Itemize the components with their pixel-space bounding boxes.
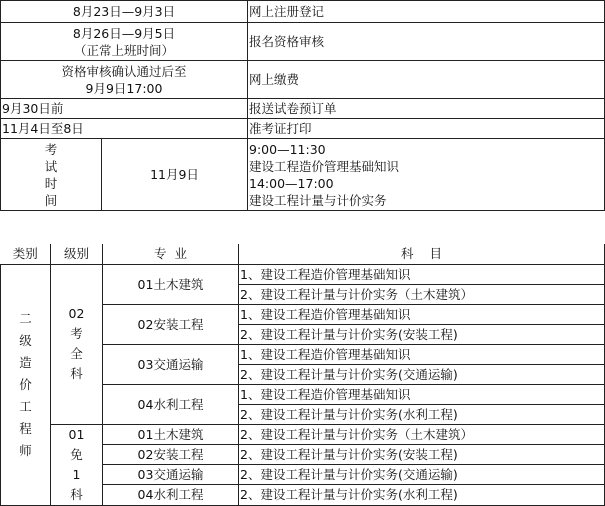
major-cell: 03交通运输: [103, 465, 239, 485]
header-level: 级别: [51, 244, 103, 264]
schedule-task: 报送试卷预订单: [248, 99, 605, 119]
subject-cell: 2、建设工程计量与计价实务(交通运输): [239, 465, 605, 485]
header-row: [1, 244, 605, 264]
major-cell: 04水利工程: [103, 485, 239, 505]
subject-cell: 2、建设工程计量与计价实务（土木建筑）: [239, 424, 605, 444]
major-cell: 02安装工程: [103, 444, 239, 464]
schedule-row: [1, 119, 605, 139]
level-cell: 01 免 1 科: [51, 424, 103, 505]
subject-cell: 2、建设工程计量与计价实务(水利工程): [239, 404, 605, 424]
schedule-date: 9月30日前: [1, 99, 248, 119]
major-cell: 01土木建筑: [103, 424, 239, 444]
subject-cell: 2、建设工程计量与计价实务(安装工程): [239, 444, 605, 464]
major-cell: 03交通运输: [103, 344, 239, 384]
schedule-date: 8月23日—9月3日: [1, 1, 248, 23]
major-cell: 04水利工程: [103, 384, 239, 424]
category-cell: 二 级 造 价 工 程 师: [1, 264, 51, 505]
registration-schedule-table: [0, 0, 605, 211]
schedule-date: 8月26日—9月5日 （正常上班时间）: [1, 23, 248, 61]
header-major: 专 业: [103, 244, 239, 264]
schedule-date: 资格审核确认通过后至 9月9日17:00: [1, 61, 248, 99]
table-row: [1, 424, 605, 444]
exam-time-row: [1, 139, 605, 211]
schedule-task: 网上注册登记: [248, 1, 605, 23]
subject-cell: 2、建设工程计量与计价实务(交通运输): [239, 364, 605, 384]
major-cell: 02安装工程: [103, 304, 239, 344]
subject-cell: 1、建设工程造价管理基础知识: [239, 304, 605, 324]
table-row: [1, 264, 605, 284]
exam-time-label: 考 试 时 间: [1, 139, 102, 211]
exam-schedule: 9:00—11:30 建设工程造价管理基础知识 14:00—17:00 建设工程计量与计价实务: [248, 139, 605, 211]
exam-subjects-table: [0, 244, 605, 506]
subject-cell: 2、建设工程计量与计价实务（土木建筑）: [239, 284, 605, 304]
subject-cell: 2、建设工程计量与计价实务(水利工程): [239, 485, 605, 505]
level-cell: 02 考 全 科: [51, 264, 103, 424]
schedule-row: [1, 23, 605, 61]
schedule-row: [1, 61, 605, 99]
subject-cell: 2、建设工程计量与计价实务(安装工程): [239, 324, 605, 344]
schedule-task: 报名资格审核: [248, 23, 605, 61]
schedule-date: 11月4日至8日: [1, 119, 248, 139]
subject-cell: 1、建设工程造价管理基础知识: [239, 344, 605, 364]
header-subject: 科 目: [239, 244, 605, 264]
schedule-row: [1, 1, 605, 23]
subject-cell: 1、建设工程造价管理基础知识: [239, 384, 605, 404]
schedule-task: 准考证打印: [248, 119, 605, 139]
exam-date: 11月9日: [102, 139, 248, 211]
major-cell: 01土木建筑: [103, 264, 239, 304]
subject-cell: 1、建设工程造价管理基础知识: [239, 264, 605, 284]
header-category: 类别: [1, 244, 51, 264]
schedule-row: [1, 99, 605, 119]
schedule-task: 网上缴费: [248, 61, 605, 99]
